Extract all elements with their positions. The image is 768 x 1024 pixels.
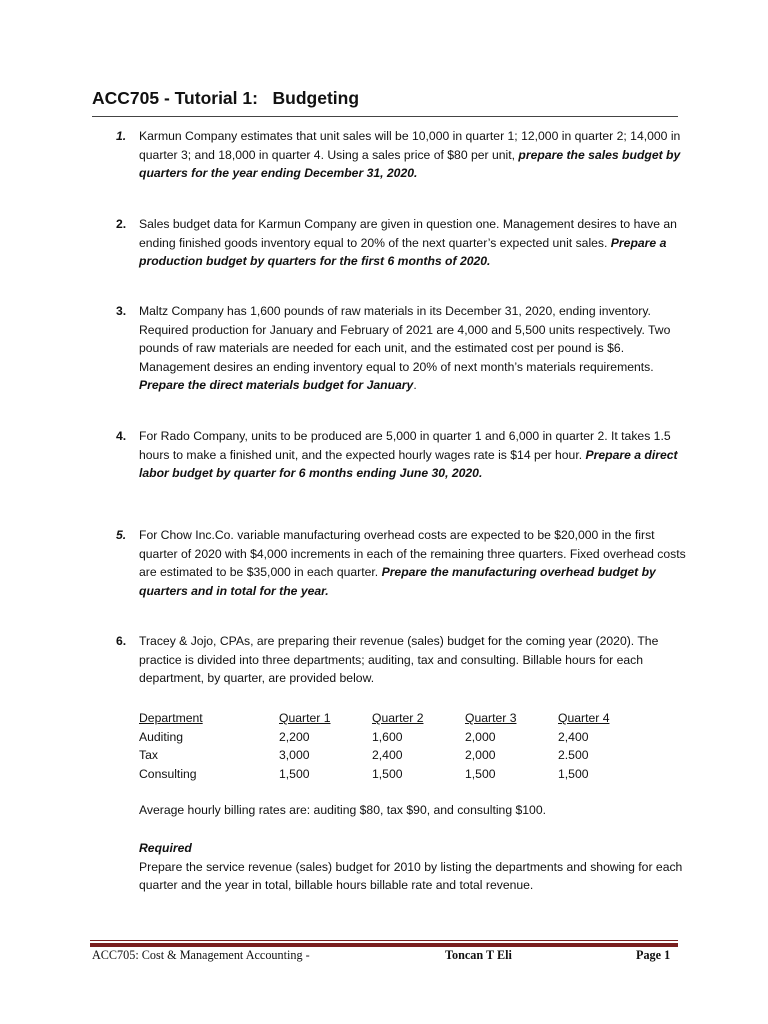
table-cell: 2.500 xyxy=(558,748,589,763)
table-cell: 2,200 xyxy=(279,729,310,744)
footer-course: ACC705: Cost & Management Accounting - xyxy=(92,948,310,962)
billable-hours-table xyxy=(139,709,651,783)
question-task: Prepare the direct materials budget for January xyxy=(139,378,414,393)
footer-divider-thin xyxy=(90,940,678,941)
column-header: Quarter 3 xyxy=(465,711,517,725)
question-task: Prepare the manufacturing overhead budget by quarters and in total for the year. xyxy=(139,565,656,598)
table-cell: 1,500 xyxy=(558,766,589,781)
table-cell: 1,600 xyxy=(372,729,403,744)
question-number: 4. xyxy=(116,429,127,443)
question-number: 1. xyxy=(116,129,127,143)
column-header: Department xyxy=(139,711,203,725)
question-task: Prepare a production budget by quarters for the first 6 months of 2020. xyxy=(139,235,667,269)
table-cell: Tax xyxy=(139,748,158,763)
question-number: 3. xyxy=(116,304,127,318)
footer-author: Toncan T Eli xyxy=(445,948,512,962)
column-header: Quarter 4 xyxy=(558,711,610,725)
question-text: Tracey & Jojo, CPAs, are preparing their revenue (sales) budget for the coming year (2020). The practice is divided into three departments; auditing, tax and consulting. Billable hours for each department, by quarter, are provided below. xyxy=(139,634,659,686)
question-text: For Chow Inc.Co. variable manufacturing overhead costs are expected to be $20,000 in the first quarter of 2020 with $4,000 increments in each of the remaining three quarters. Fixed overhead costs are estimated to be $35,000 in each quarter. xyxy=(139,528,686,580)
question-number: 6. xyxy=(116,634,127,648)
table-cell: 1,500 xyxy=(279,766,310,781)
page-title: ACC705 - Tutorial 1: Budgeting xyxy=(92,88,360,108)
question-1 xyxy=(116,127,686,183)
question-number: 2. xyxy=(116,217,127,231)
table-cell: Auditing xyxy=(139,729,184,744)
footer-divider-thick xyxy=(90,943,678,947)
table-row xyxy=(139,728,651,747)
question-task: Prepare a direct labor budget by quarter for 6 months ending June 30, 2020. xyxy=(139,447,678,481)
required-heading: Required xyxy=(139,841,192,855)
table-row xyxy=(139,765,651,784)
table-cell: 2,400 xyxy=(372,748,403,763)
question-text: Karmun Company estimates that unit sales will be 10,000 in quarter 1; 12,000 in quarter 2; 14,000 in quarter 3; and 18,000 in quarter 4. Using a sales price of $80 per unit, xyxy=(139,129,681,162)
column-header: Quarter 2 xyxy=(372,711,424,725)
question-tail: . xyxy=(413,378,417,393)
table-cell: 2,000 xyxy=(465,748,496,763)
required-text: Prepare the service revenue (sales) budget for 2010 by listing the departments and showing for each quarter and the year in total, billable hours billable rate and total revenue. xyxy=(139,859,683,893)
table-cell: 2,000 xyxy=(465,729,496,744)
footer-page-number: Page 1 xyxy=(636,948,671,962)
question-5 xyxy=(116,526,686,600)
question-4 xyxy=(116,427,686,483)
column-header: Quarter 1 xyxy=(279,711,331,725)
table-cell: 3,000 xyxy=(279,748,310,763)
question-number: 5. xyxy=(116,528,127,542)
question-text: For Rado Company, units to be produced are 5,000 in quarter 1 and 6,000 in quarter 2. It takes 1.5 hours to make a finished unit, and the expected hourly wages rate is $14 per hour. xyxy=(139,429,671,462)
title-divider xyxy=(92,116,678,117)
table-cell: Consulting xyxy=(139,766,197,781)
required-section xyxy=(139,839,689,895)
table-row xyxy=(139,746,651,765)
question-6 xyxy=(116,632,686,688)
billing-rates-text: Average hourly billing rates are: auditing $80, tax $90, and consulting $100. xyxy=(139,803,546,817)
table-cell: 1,500 xyxy=(372,766,403,781)
table-header-row xyxy=(139,709,651,728)
table-cell: 1,500 xyxy=(465,766,496,781)
question-task: prepare the sales budget by quarters for the year ending December 31, 2020. xyxy=(139,147,681,181)
question-2 xyxy=(116,215,686,271)
question-3 xyxy=(116,302,686,395)
question-text: Sales budget data for Karmun Company are given in question one. Management desires to have an ending finished goods inventory equal to 20% of the next quarter’s expected unit sales. xyxy=(139,217,677,250)
question-text: Maltz Company has 1,600 pounds of raw materials in its December 31, 2020, ending inventory. Required production for January and February of 2021 are 4,000 and 5,500 units respectively. Two pounds of raw materials are needed for each unit, and the estimated cost per pound is $6. Management desires an ending inventory equal to 20% of next month’s materials requirements. xyxy=(139,304,671,374)
table-cell: 2,400 xyxy=(558,729,589,744)
